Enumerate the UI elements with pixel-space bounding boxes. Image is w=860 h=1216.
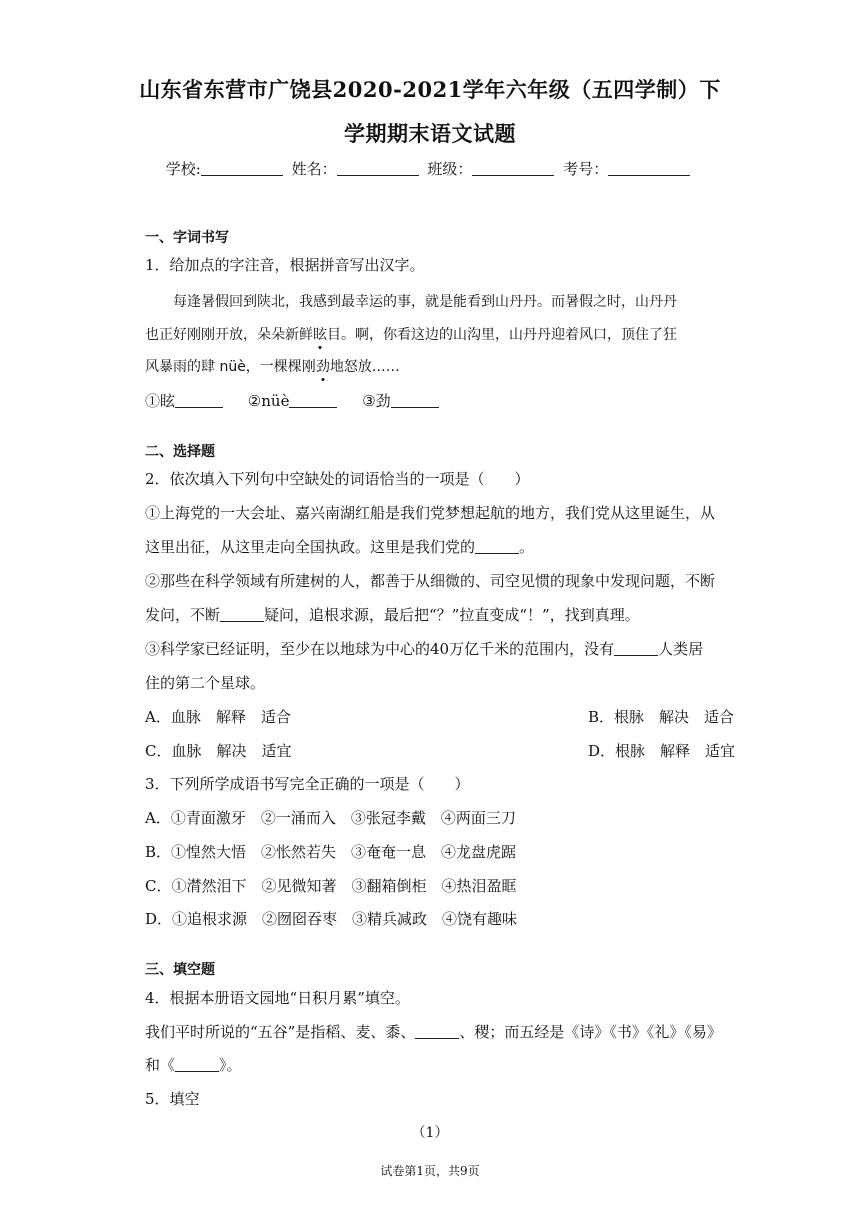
q1-passage-line1: 每逢暑假回到陕北，我感到最幸运的事，就是能看到山丹丹。而暑假之时，山丹丹: [173, 294, 677, 310]
q2-sentence3-line1: [145, 638, 725, 659]
q4-line2-b: 》。: [219, 1056, 242, 1074]
q1-answer-3-blank[interactable]: [391, 393, 439, 408]
q2-sentence2-line2: [145, 604, 725, 625]
q2-sentence3-line1-b: 人类居: [658, 640, 704, 658]
q4-blank-2[interactable]: [175, 1057, 219, 1072]
q2-sentence2-line1: ②那些在科学领域有所建树的人，都善于从细微的、司空见惯的现象中发现问题，不断: [145, 572, 716, 590]
q1-answer-1-label: ①眩: [145, 392, 176, 410]
q3-option-b[interactable]: B．①惶然大悟 ②怅然若失 ③奄奄一息 ④龙盘虎踞: [145, 843, 517, 861]
page-footer: 试卷第1页，共9页: [380, 1164, 480, 1178]
q2-sentence1-line2-b: 。: [519, 538, 535, 556]
q2-stem: 2．依次填入下列句中空缺处的词语恰当的一项是（ ）: [145, 470, 530, 488]
page-title-line2: 学期期末语文试题: [344, 121, 516, 146]
school-blank[interactable]: [201, 161, 283, 176]
class-blank[interactable]: [472, 161, 554, 176]
q2-blank-3[interactable]: [614, 641, 658, 656]
q4-line1-b: 、稷；而五经是《诗》《书》《礼》《易》: [459, 1023, 722, 1041]
page-number-mark: （1）: [411, 1125, 449, 1141]
q3-option-d[interactable]: D．①追根求源 ②囫囵吞枣 ③精兵减政 ④饶有趣味: [145, 910, 518, 928]
section-heading-3: 三、填空题: [145, 962, 215, 978]
q4-stem: 4．根据本册语文园地“日积月累”填空。: [145, 989, 410, 1007]
q2-option-row-2: [145, 740, 736, 761]
q2-sentence1-line2-a: 这里出征，从这里走向全国执政。这里是我们党的: [145, 538, 476, 556]
q2-sentence2-line2-a: 发问，不断: [145, 606, 221, 624]
q2-sentence3-line2: 住的第二个星球。: [145, 674, 266, 692]
name-blank[interactable]: [337, 161, 419, 176]
q1-answer-2-label: ②nüè: [247, 392, 290, 410]
q2-option-b[interactable]: B．根脉 解决 适合: [588, 708, 735, 726]
q1-passage-line2-a: 也正好刚刚开放，朵朵新鲜: [145, 327, 313, 343]
q4-line2: [145, 1054, 725, 1075]
q1-answer-row: [145, 390, 725, 411]
dotted-char-jin: 劲: [316, 356, 330, 376]
q1-passage-line3-a: 风暴雨的肆 nüè，一棵棵刚: [145, 359, 316, 375]
section-heading-2: 二、选择题: [145, 444, 215, 460]
exam-no-blank[interactable]: [608, 161, 690, 176]
q3-option-c[interactable]: C．①潸然泪下 ②见微知著 ③翻箱倒柜 ④热泪盈眶: [145, 877, 517, 895]
q1-stem: 1．给加点的字注音，根据拼音写出汉字。: [145, 256, 425, 274]
q4-line2-a: 和《: [145, 1056, 176, 1074]
q5-stem: 5．填空: [145, 1090, 200, 1108]
q1-passage-line3-b: 地怒放……: [329, 359, 400, 375]
q3-stem: 3．下列所学成语书写完全正确的一项是（ ）: [145, 775, 470, 793]
q2-blank-2[interactable]: [220, 607, 264, 622]
class-label: 班级：: [427, 160, 473, 178]
section-heading-1: 一、字词书写: [145, 230, 229, 246]
student-info-row: [0, 158, 860, 179]
q2-blank-1[interactable]: [475, 539, 519, 554]
q1-answer-2-blank[interactable]: [289, 393, 337, 408]
exam-no-label: 考号：: [563, 160, 609, 178]
q3-option-a[interactable]: A．①青面激牙 ②一涌而入 ③张冠李戴 ④两面三刀: [145, 809, 516, 827]
q2-option-d[interactable]: D．根脉 解释 适宜: [588, 742, 736, 760]
q4-line1: [145, 1021, 725, 1042]
q1-answer-1-blank[interactable]: [175, 393, 223, 408]
q4-line1-a: 我们平时所说的“五谷”是指稻、麦、黍、: [145, 1023, 416, 1041]
page-title-line1: 山东省东营市广饶县2020-2021学年六年级（五四学制）下: [139, 77, 721, 102]
q4-blank-1[interactable]: [415, 1024, 459, 1039]
q1-answer-3-label: ③劲: [362, 392, 391, 410]
q2-sentence1-line2: [145, 536, 725, 557]
name-label: 姓名：: [291, 160, 337, 178]
q2-option-c[interactable]: C．血脉 解决 适宜: [145, 742, 292, 760]
q2-sentence1-line1: ①上海党的一大会址、嘉兴南湖红船是我们党梦想起航的地方，我们党从这里诞生，从: [145, 504, 716, 522]
q2-option-a[interactable]: A．血脉 解释 适合: [145, 708, 291, 726]
q2-sentence2-line2-b: 疑问，追根求源，最后把“？”拉直变成“！”，找到真理。: [264, 606, 640, 624]
q2-option-row-1: [145, 706, 735, 727]
school-label: 学校:: [165, 160, 201, 178]
dotted-char-xuan: 眩: [313, 324, 327, 344]
q2-sentence3-line1-a: ③科学家已经证明，至少在以地球为中心的40万亿千米的范围内，没有: [145, 640, 615, 658]
q1-passage-line3: [145, 356, 725, 376]
q1-passage-line2-b: 目。啊，你看这边的山沟里，山丹丹迎着风口，顶住了狂: [327, 327, 677, 343]
q1-passage-line2: [145, 324, 725, 344]
